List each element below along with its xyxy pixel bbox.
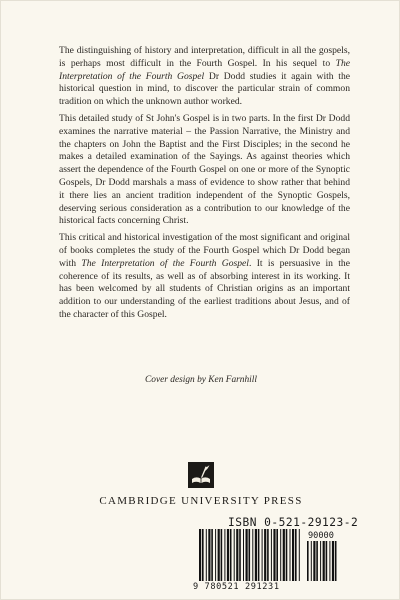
blurb-p3-text-a: This critical and historical investigation of the most significant and original of books completes the study of the Fourth Gospel which Dr Dodd began with: [59, 232, 350, 269]
isbn-number: ISBN 0-521-29123-2: [228, 516, 359, 529]
blurb-p3-text-c: . It is persuasive in the coherence of its results, as well as of absorbing interest in its working. It has been welcomed by all students of Christian origins as an important addition to our understanding of the earliest traditions about Jesus, and of the character of this Gospel.: [59, 257, 350, 320]
book-title-reference: The Interpretation of the Fourth Gospel: [81, 257, 249, 269]
blurb-text: [59, 45, 350, 326]
blurb-p1-text-c: Dr Dodd studies it again with the historical question in mind, to discover the particular strain of common tradition on which the unknown author worked.: [59, 70, 351, 108]
book-title-reference: The Interpretation of the Fourth Gospel: [59, 57, 350, 82]
blurb-paragraph-3: [59, 232, 350, 322]
publisher-logo-icon: [188, 462, 214, 488]
blurb-paragraph-2: This detailed study of St John's Gospel is in two parts. In the first Dr Dodd examines the narrative material – the Passion Narrative, the Ministry and the chapters on John the Baptist and the First Disciples; in the second he makes a detailed examination of the Sayings. As against theories which assert the dependence of the Fourth Gospel on one or more of the Synoptic Gospels, Dr Dodd marshals a mass of evidence to show rather that behind it there lies an ancient tradition independent of the Synoptic Gospels, deserving serious consideration as a contribution to our knowledge of the historical facts concerning Christ.: [59, 112, 350, 227]
addon-barcode-bars: [307, 541, 337, 581]
price-code: 90000: [308, 531, 334, 541]
ean-barcode-bars: [199, 529, 300, 581]
blurb-paragraph-1: [59, 45, 350, 109]
cover-credit: Cover design by Ken Farnhill: [145, 375, 257, 385]
publisher-name: CAMBRIDGE UNIVERSITY PRESS: [99, 495, 303, 507]
blurb-p1-text-a: The distinguishing of history and interpretation, difficult in all the gospels, is perhaps most difficult in the Fourth Gospel. In his sequel to: [59, 45, 350, 69]
barcode-digits: 9 780521 291231: [193, 582, 280, 592]
